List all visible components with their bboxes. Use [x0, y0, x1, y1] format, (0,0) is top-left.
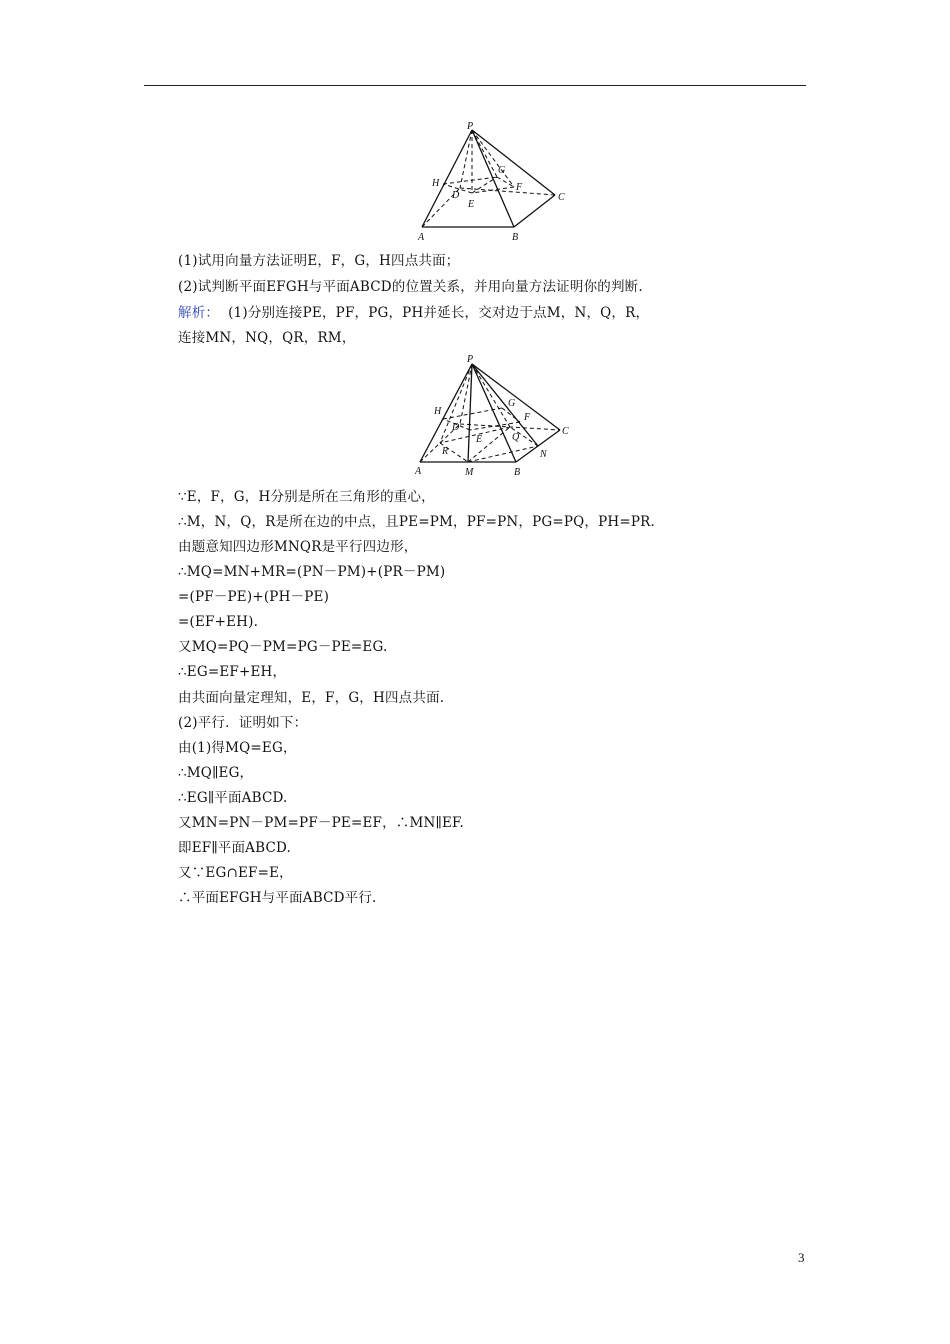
solution-line-7: 又MQ=PQ－PM=PG－PE=EG.: [178, 639, 388, 655]
pyramid-figure-1: [410, 120, 580, 245]
label-N2: N: [540, 449, 547, 460]
label-C: C: [558, 192, 565, 203]
label-E: E: [468, 199, 475, 210]
solution-label: 解析：: [178, 305, 220, 321]
solution-intro-a: (1)分别连接PE，PF，PG，PH并延长，交对边于点M，N，Q，R，: [228, 305, 650, 321]
label-Q2: Q: [512, 432, 520, 443]
label-A: A: [418, 232, 425, 243]
label-D2: D: [452, 422, 460, 433]
solution-line-2: ∴M，N，Q，R是所在边的中点，且PE=PM，PF=PN，PG=PQ，PH=PR.: [178, 514, 656, 530]
label-G2: G: [508, 398, 516, 409]
label-G: G: [498, 165, 506, 176]
label-B2: B: [514, 467, 521, 478]
question-1: (1)试用向量方法证明E，F，G，H四点共面；: [178, 253, 460, 269]
label-C2: C: [562, 426, 569, 437]
question-2: (2)试判断平面EFGH与平面ABCD的位置关系，并用向量方法证明你的判断.: [178, 279, 643, 295]
solution-line-1: ∵E，F，G，H分别是所在三角形的重心，: [178, 489, 435, 505]
solution-line-6: =(EF+EH).: [178, 614, 259, 630]
solution-line-10: (2)平行．证明如下：: [178, 715, 308, 731]
label-A2: A: [415, 466, 422, 477]
solution-line-12: ∴MQ∥EG，: [178, 765, 254, 781]
solution-line-8: ∴EG=EF+EH，: [178, 664, 287, 680]
label-H2: H: [434, 406, 442, 417]
solution-line-13: ∴EG∥平面ABCD.: [178, 790, 288, 806]
solution-line-16: 又∵EG∩EF=E，: [178, 865, 293, 881]
label-F2: F: [524, 412, 531, 423]
label-H: H: [432, 178, 440, 189]
label-E2: E: [476, 434, 483, 445]
label-P2: P: [467, 354, 474, 365]
solution-line-15: 即EF∥平面ABCD.: [178, 840, 292, 856]
solution-line-14: 又MN=PN－PM=PF－PE=EF，∴MN∥EF.: [178, 815, 464, 831]
solution-line-5: =(PF－PE)+(PH－PE): [178, 589, 330, 605]
solution-intro: [178, 304, 649, 322]
label-B: B: [512, 232, 519, 243]
label-F: F: [516, 182, 523, 193]
solution-line-3: 由题意知四边形MNQR是平行四边形，: [178, 539, 418, 555]
solution-line-17: ∴平面EFGH与平面ABCD平行.: [178, 890, 377, 906]
label-R2: R: [442, 446, 449, 457]
label-M2: M: [465, 467, 474, 478]
label-D: D: [452, 190, 460, 201]
solution-line-11: 由(1)得MQ=EG，: [178, 740, 297, 756]
solution-line-9: 由共面向量定理知，E，F，G，H四点共面.: [178, 690, 445, 706]
header-rule: [144, 85, 806, 86]
page-number: 3: [798, 1250, 805, 1265]
label-P: P: [467, 121, 474, 132]
solution-intro-b: 连接MN，NQ，QR，RM，: [178, 330, 356, 346]
pyramid-figure-2: [410, 350, 580, 480]
solution-line-4: ∴MQ=MN+MR=(PN－PM)+(PR－PM): [178, 564, 446, 580]
